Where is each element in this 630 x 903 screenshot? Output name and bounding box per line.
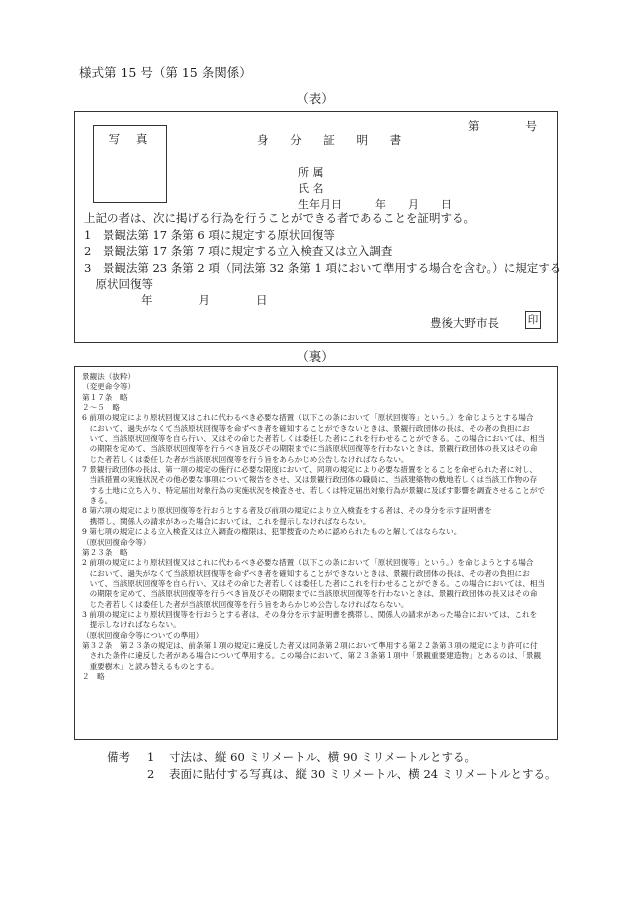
excerpt-line: 第１７条 略 bbox=[82, 392, 128, 402]
affiliation-field: 所 属 bbox=[298, 166, 324, 179]
excerpt-line: 2 前項の規定により原状回復又はこれに代わるべき必要な措置（以下この条において「原状回復等」という。）を命じようとする場合 bbox=[82, 558, 534, 568]
seal-mark: 印 bbox=[525, 311, 541, 329]
excerpt-line: の期限を定めて、当該原状回復等を行うべき旨及びその期限までに当該原状回復等を行わないときは、景観行政団体の長又はその命 bbox=[82, 444, 538, 454]
excerpt-line: （原状回復命令等についての準用） bbox=[82, 630, 204, 640]
excerpt-line: 第２３条 略 bbox=[82, 547, 128, 557]
id-card-back bbox=[74, 366, 558, 740]
excerpt-line: において、過失がなくて当該原状回復等を命ずべき者を確知することができないときは、景観行政団体の長は、その者の負担にお bbox=[82, 423, 530, 433]
excerpt-line: いて、当該原状回復等を自ら行い、又はその命じた者若しくは委任した者にこれを行わせることができる。この場合においては、相当 bbox=[82, 434, 546, 444]
excerpt-line: 9 第七項の規定による立入検査又は立入調査の権限は、犯罪捜査のために認められたものと解してはならない。 bbox=[82, 527, 462, 537]
certificate-title: 身 分 証 明 書 bbox=[257, 133, 411, 147]
remarks bbox=[107, 749, 557, 783]
certification-statement: 上記の者は、次に掲げる行為を行うことができる者であることを証明する。 bbox=[84, 211, 475, 225]
excerpt-line: 提示しなければならない。 bbox=[82, 620, 181, 630]
excerpt-line: じた者若しくは委任した者が当該原状回復等を行う旨をあらかじめ公告しなければならない。 bbox=[82, 599, 409, 609]
excerpt-line: 3 前項の規定により原状回復等を行おうとする者は、その身分を示す証明書を携帯し、関係人の請求があった場合においては、これを bbox=[82, 609, 538, 619]
photo-label: 写 真 bbox=[108, 132, 154, 146]
excerpt-line: 8 第六項の規定により原状回復等を行おうとする者及び前項の規定により立入検査をする者は、その身分を示す証明書を bbox=[82, 506, 492, 516]
authority-item-3: 3 景観法第 23 条第 2 項（同法第 32 条第 1 項において準用する場合を含む。）に規定する bbox=[84, 261, 562, 275]
name-field: 氏 名 bbox=[298, 182, 324, 195]
remarks-item-1 bbox=[107, 749, 557, 766]
landscape-act-excerpt bbox=[82, 372, 550, 682]
authority-item-3-cont: 原状回復等 bbox=[84, 277, 153, 291]
excerpt-line: 携帯し、関係人の請求があった場合においては、これを提示しなければならない。 bbox=[82, 516, 371, 526]
remarks-heading: 備考 bbox=[107, 750, 130, 764]
excerpt-line: 7 景観行政団体の長は、第一項の規定の施行に必要な限度において、同項の規定により必要な措置をとることを命ぜられた者に対し、 bbox=[82, 465, 538, 475]
excerpt-line: 6 前項の規定により原状回復又はこれに代わるべき必要な措置（以下この条において「原状回復等」という。）を命じようとする場合 bbox=[82, 413, 534, 423]
front-side-label: （表） bbox=[296, 91, 334, 106]
back-side-label: （裏） bbox=[296, 349, 334, 364]
excerpt-line: （変更命令等） bbox=[82, 382, 136, 392]
form-number-title: 様式第 15 号（第 15 条関係） bbox=[79, 65, 252, 80]
excerpt-line: （原状回復命令等） bbox=[82, 537, 151, 547]
authority-item-2: 2 景観法第 17 条第 7 項に規定する立入検査又は立入調査 bbox=[84, 244, 393, 258]
excerpt-line: 第３２条 第２３条の規定は、前条第１項の規定に違反した者又は同条第２項において準用する第２２条第３項の規定により許可に付 bbox=[82, 640, 538, 650]
excerpt-line: 景観法（抜粋） bbox=[82, 372, 136, 381]
excerpt-line: された条件に違反した者がある場合について準用する。この場合において、第２３条第１項中「景観重要建造物」とあるのは、「景観 bbox=[82, 651, 542, 661]
excerpt-line: きる。 bbox=[82, 496, 113, 506]
excerpt-line: ２ 略 bbox=[82, 671, 105, 681]
remarks-item-number: 2 bbox=[147, 767, 155, 781]
excerpt-line: 重要樹木」と読み替えるものとする。 bbox=[82, 661, 219, 671]
remarks-item-text: 表面に貼付する写真は、縦 30 ミリメートル、横 24 ミリメートルとする。 bbox=[169, 767, 557, 781]
certificate-number-label: 第 号 bbox=[468, 119, 537, 133]
remarks-item-2 bbox=[107, 766, 557, 783]
birthdate-field: 生年月日 年 月 日 bbox=[298, 198, 452, 211]
remarks-item-text: 寸法は、縦 60 ミリメートル、横 90 ミリメートルとする。 bbox=[169, 750, 477, 764]
issuer-mayor: 豊後大野市長 bbox=[430, 316, 499, 330]
excerpt-line: いて、当該原状回復等を自ら行い、又はその命じた者若しくは委任した者にこれを行わせることができる。この場合においては、相当 bbox=[82, 578, 546, 588]
remarks-item-number: 1 bbox=[147, 750, 155, 764]
photo-placeholder bbox=[93, 125, 167, 203]
excerpt-line: じた者若しくは委任した者が当該原状回復等を行う旨をあらかじめ公告しなければならない。 bbox=[82, 454, 409, 464]
excerpt-line: する土地に立ち入り、特定届出対象行為の実施状況を検査させ、若しくは特定届出対象行為が景観に及ぼす影響を調査させることがで bbox=[82, 485, 545, 495]
excerpt-line: 当該措置の実施状況その他必要な事項について報告をさせ、又は景観行政団体の職員に、当該建築物の敷地若しくは当該工作物の存 bbox=[82, 475, 538, 485]
excerpt-line: の期限を定めて、当該原状回復等を行うべき旨及びその期限までに当該原状回復等を行わないときは、景観行政団体の長又はその命 bbox=[82, 589, 538, 599]
issue-date: 年 月 日 bbox=[141, 293, 268, 307]
authority-item-1: 1 景観法第 17 条第 6 項に規定する原状回復等 bbox=[84, 228, 335, 242]
excerpt-line: ２～５ 略 bbox=[82, 403, 120, 413]
excerpt-line: において、過失がなくて当該原状回復等を命ずべき者を確知することができないときは、景観行政団体の長は、その者の負担にお bbox=[82, 568, 530, 578]
